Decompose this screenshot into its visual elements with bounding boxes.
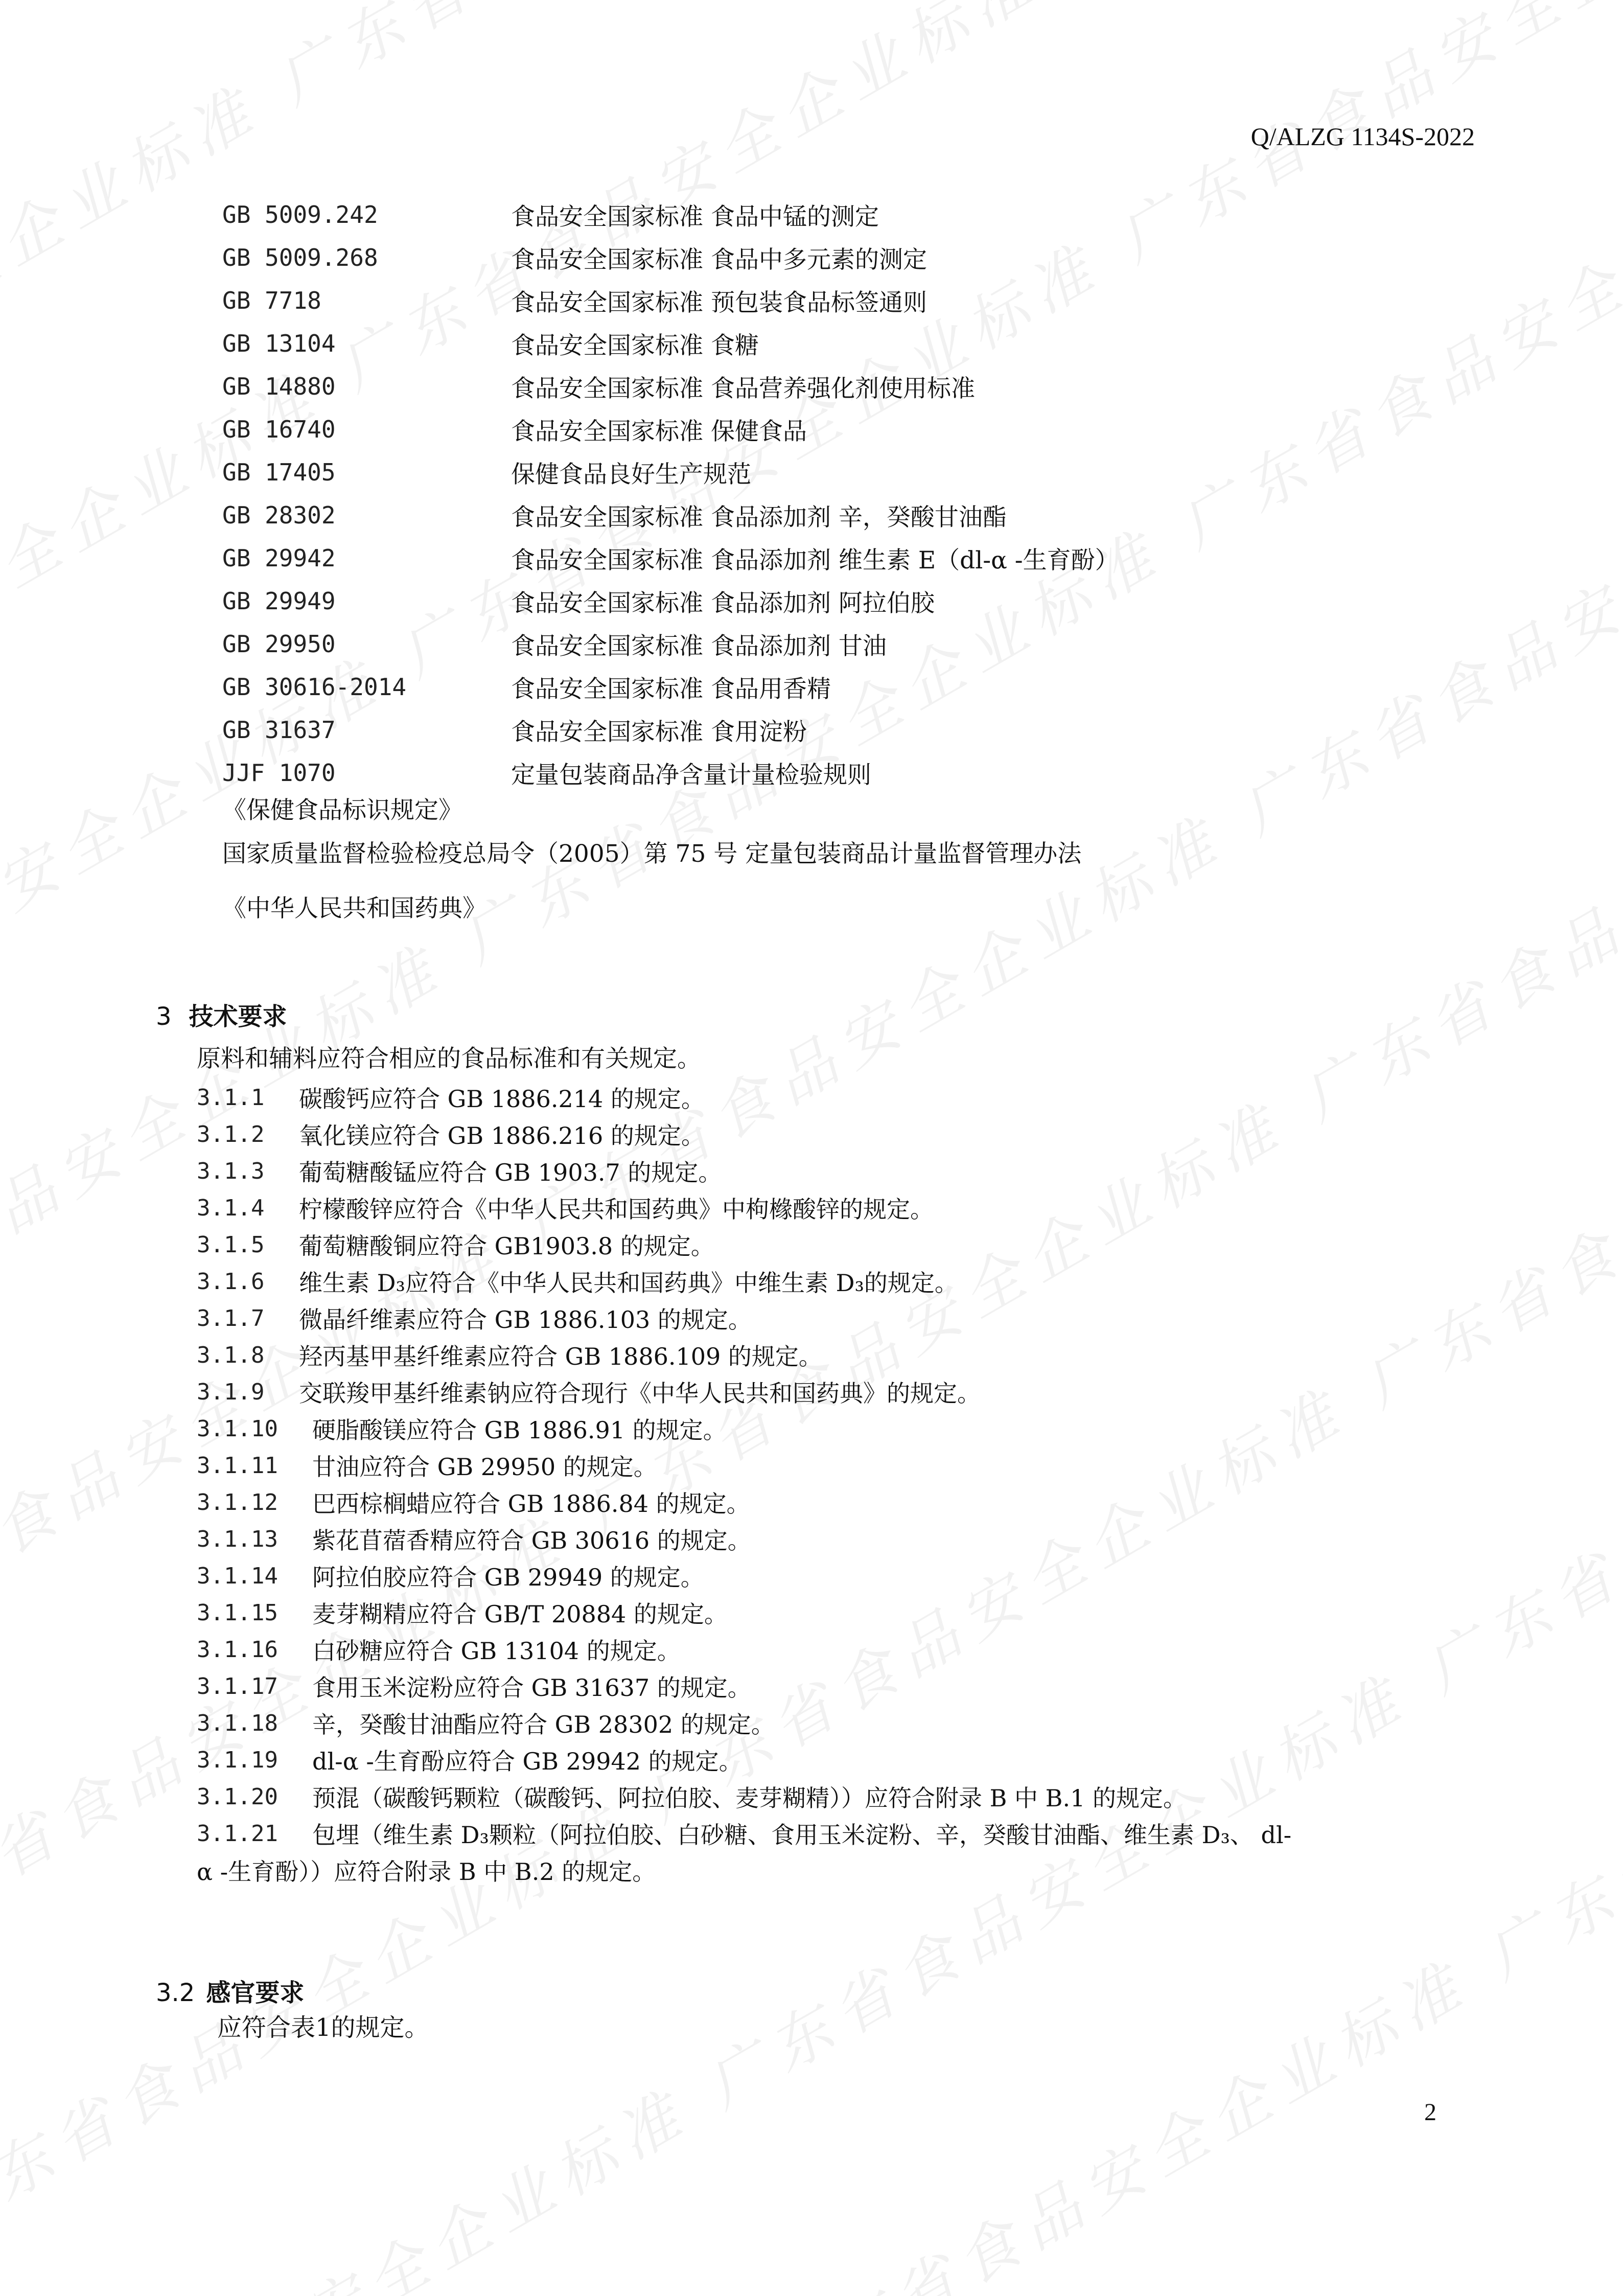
reference-title: 食品安全国家标准 食糖	[511, 327, 759, 361]
section-3-title: 技术要求	[189, 1002, 287, 1031]
section-3-2-text: 应符合表1的规定。	[217, 2008, 429, 2043]
reference-title: 食品安全国家标准 食品添加剂 甘油	[511, 627, 887, 661]
reference-code: GB 13104	[222, 330, 511, 357]
reference-code: GB 7718	[222, 287, 511, 314]
requirement-number: 3.1.2	[197, 1121, 299, 1147]
requirement-text: 紫花苜蓿香精应符合 GB 30616 的规定。	[312, 1522, 751, 1556]
watermark-text-row: 广东省食品安全企业标准 广东省食品安全企业标准 广东省食品安全企业标准	[0, 0, 1623, 1966]
requirement-number: 3.1.21	[197, 1821, 312, 1847]
requirement-number: 3.1.20	[197, 1784, 312, 1810]
requirement-number: 3.1.3	[197, 1158, 299, 1184]
requirement-text: 甘油应符合 GB 29950 的规定。	[312, 1449, 657, 1482]
reference-code: GB 5009.268	[222, 244, 511, 271]
reference-title: 食品安全国家标准 食品中多元素的测定	[511, 241, 927, 275]
reference-title: 保健食品良好生产规范	[511, 455, 751, 490]
requirement-number: 3.1.1	[197, 1085, 299, 1111]
section-3-2-title: 感官要求	[206, 1979, 304, 2007]
reference-title: 食品安全国家标准 保健食品	[511, 412, 807, 447]
requirement-text: 白砂糖应符合 GB 13104 的规定。	[312, 1633, 681, 1666]
reference-title: 食品安全国家标准 食品添加剂 辛，癸酸甘油酯	[511, 498, 1007, 533]
reference-code: GB 28302	[222, 501, 511, 529]
requirement-text-line-1: 包埋（维生素 D₃颗粒（阿拉伯胶、白砂糖、食用玉米淀粉、辛，癸酸甘油酯、维生素 D₃、 dl-	[312, 1817, 1291, 1850]
requirement-number: 3.1.9	[197, 1379, 299, 1405]
watermark-text-row: 广东省食品安全企业标准 广东省食品安全企业标准	[31, 691, 1623, 2296]
health-food-label-regulation: 《保健食品标识规定》	[222, 791, 462, 825]
requirement-number: 3.1.10	[197, 1416, 312, 1442]
requirement-text: 食用玉米淀粉应符合 GB 31637 的规定。	[312, 1669, 751, 1703]
watermark-text-row: 广东省食品安全企业标准 广东省食品安全企业标准	[0, 405, 1623, 2296]
requirement-text: 碳酸钙应符合 GB 1886.214 的规定。	[299, 1081, 705, 1114]
reference-title: 食品安全国家标准 食品添加剂 阿拉伯胶	[511, 584, 935, 618]
requirement-number: 3.1.7	[197, 1305, 299, 1331]
requirement-number: 3.1.17	[197, 1673, 312, 1700]
reference-title: 食品安全国家标准 食品营养强化剂使用标准	[511, 370, 975, 404]
requirement-number: 3.1.6	[197, 1269, 299, 1295]
reference-code: GB 14880	[222, 373, 511, 400]
requirement-number: 3.1.5	[197, 1232, 299, 1258]
reference-code: GB 31637	[222, 716, 511, 744]
requirement-number: 3.1.8	[197, 1342, 299, 1368]
reference-code: GB 29949	[222, 587, 511, 615]
requirement-text: 阿拉伯胶应符合 GB 29949 的规定。	[312, 1559, 704, 1593]
requirement-number: 3.1.15	[197, 1600, 312, 1626]
reference-title: 食品安全国家标准 预包装食品标签通则	[511, 284, 927, 318]
requirement-number: 3.1.12	[197, 1489, 312, 1516]
requirement-number: 3.1.13	[197, 1526, 312, 1552]
reference-title: 食品安全国家标准 食品中锰的测定	[511, 198, 879, 232]
watermark-text-row: 广东省食品安全企业标准 广东省食品安全企业标准 广东省食品安全企业标准	[0, 0, 1623, 1394]
pharmacopoeia-reference: 《中华人民共和国药典》	[222, 889, 486, 924]
reference-code: GB 30616-2014	[222, 673, 511, 701]
requirement-number: 3.1.4	[197, 1195, 299, 1221]
section-3-number: 3	[156, 1002, 172, 1031]
section-3-2-number: 3.2	[156, 1979, 195, 2007]
requirement-text: 辛，癸酸甘油酯应符合 GB 28302 的规定。	[312, 1706, 775, 1740]
requirement-text: 柠檬酸锌应符合《中华人民共和国药典》中枸橼酸锌的规定。	[299, 1191, 934, 1225]
reference-code: GB 29942	[222, 544, 511, 572]
reference-code: GB 29950	[222, 630, 511, 658]
watermark-text-row: 广东省食品安全企业标准 广东省食品安全企业标准 广东省食品安全企业标准	[0, 119, 1623, 2253]
requirement-text: 葡萄糖酸锰应符合 GB 1903.7 的规定。	[299, 1154, 722, 1188]
watermark-text-row: 广东省食品安全企业标准 广东省食品安全企业标准 广东省食品安全企业标准	[0, 0, 1623, 1108]
requirement-number: 3.1.16	[197, 1637, 312, 1663]
reference-title: 食品安全国家标准 食品添加剂 维生素 E（dl-α -生育酚）	[511, 541, 1119, 576]
reference-code: JJF 1070	[222, 759, 511, 787]
requirement-text: dl-α -生育酚应符合 GB 29942 的规定。	[312, 1743, 743, 1777]
requirement-text: 预混（碳酸钙颗粒（碳酸钙、阿拉伯胶、麦芽糊精））应符合附录 B 中 B.1 的规定。	[312, 1780, 1187, 1813]
requirement-text: 微晶纤维素应符合 GB 1886.103 的规定。	[299, 1301, 752, 1335]
document-code: Q/ALZG 1134S-2022	[1251, 122, 1475, 151]
requirement-number: 3.1.14	[197, 1563, 312, 1589]
aqsiq-order-reference: 国家质量监督检验检疫总局令（2005）第 75 号 定量包装商品计量监督管理办法	[222, 835, 1081, 869]
requirement-text: 硬脂酸镁应符合 GB 1886.91 的规定。	[312, 1412, 727, 1445]
reference-code: GB 17405	[222, 458, 511, 486]
requirement-text: 维生素 D₃应符合《中华人民共和国药典》中维生素 D₃的规定。	[299, 1265, 958, 1298]
requirement-text: 葡萄糖酸铜应符合 GB1903.8 的规定。	[299, 1228, 714, 1261]
reference-title: 食品安全国家标准 食品用香精	[511, 670, 831, 704]
watermark-text-row: 广东省食品安全企业标准 广东省食品安全企业标准 广东省食品安全企业标准	[0, 0, 1623, 1680]
reference-code: GB 16740	[222, 416, 511, 443]
reference-title: 定量包装商品净含量计量检验规则	[511, 756, 871, 790]
section-3-intro: 原料和辅料应符合相应的食品标准和有关规定。	[197, 1040, 701, 1074]
requirement-text: 氧化镁应符合 GB 1886.216 的规定。	[299, 1117, 705, 1151]
requirement-number: 3.1.18	[197, 1710, 312, 1736]
requirement-text: 麦芽糊精应符合 GB/T 20884 的规定。	[312, 1596, 728, 1629]
requirement-number: 3.1.11	[197, 1453, 312, 1479]
requirement-text-line-2: α -生育酚））应符合附录 B 中 B.2 的规定。	[197, 1853, 656, 1887]
reference-code: GB 5009.242	[222, 201, 511, 228]
requirement-text: 巴西棕榈蜡应符合 GB 1886.84 的规定。	[312, 1485, 750, 1519]
reference-title: 食品安全国家标准 食用淀粉	[511, 713, 807, 747]
requirement-text: 羟丙基甲基纤维素应符合 GB 1886.109 的规定。	[299, 1338, 822, 1372]
requirement-number: 3.1.19	[197, 1747, 312, 1773]
page-number: 2	[1424, 2098, 1436, 2126]
requirement-text: 交联羧甲基纤维素钠应符合现行《中华人民共和国药典》的规定。	[299, 1375, 981, 1409]
